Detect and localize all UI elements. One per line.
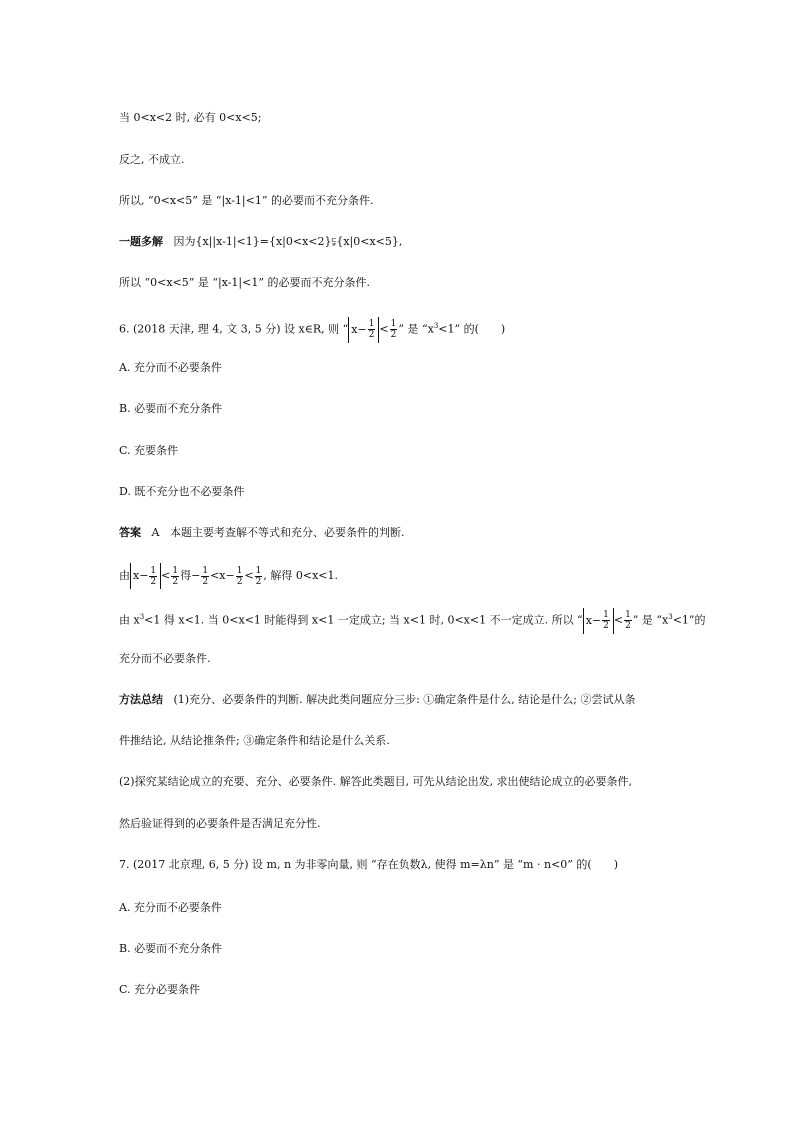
frac-den: 2 bbox=[390, 330, 397, 341]
q6-exponent: 3 bbox=[433, 322, 439, 330]
solution-line-4 bbox=[119, 235, 402, 249]
solution-line-1: 当 0<x<2 时, 必有 0<x<5; bbox=[119, 111, 262, 124]
method-summary-line-3: (2)探究某结论成立的充要、充分、必要条件. 解答此类题目, 可先从结论出发, 求出使结论成立的必要条件, bbox=[119, 775, 633, 788]
answer-text: 本题主要考查解不等式和充分、必要条件的判断. bbox=[169, 526, 405, 539]
a6-l3-post-b: <1”的 bbox=[672, 613, 706, 627]
abs-expression bbox=[348, 317, 379, 343]
multi-solution-label: 一题多解 bbox=[119, 235, 163, 248]
q7-option-c: C. 充分必要条件 bbox=[119, 983, 201, 996]
frac-num: 1 bbox=[150, 565, 157, 576]
frac-den: 2 bbox=[255, 576, 262, 587]
frac-den: 2 bbox=[236, 576, 243, 587]
abs-expression bbox=[130, 563, 161, 589]
method-summary-line-1 bbox=[119, 693, 635, 707]
fraction-half bbox=[171, 566, 179, 587]
fraction-half bbox=[201, 566, 209, 587]
frac-den: 2 bbox=[150, 576, 157, 587]
multi-solution-text: 因为{x||x-1|<1}={x|0<x<2}⫋{x|0<x<5}, bbox=[173, 235, 403, 248]
q6-option-c: C. 充要条件 bbox=[119, 444, 179, 457]
fraction-half-rhs bbox=[390, 319, 398, 340]
a6-post: , 解得 0<x<1. bbox=[263, 569, 339, 582]
q6-var: x− bbox=[351, 322, 367, 336]
frac-num: 1 bbox=[172, 565, 179, 576]
q6-lt: < bbox=[379, 322, 389, 336]
q7-option-b: B. 必要而不充分条件 bbox=[119, 942, 223, 955]
frac-den: 2 bbox=[172, 576, 179, 587]
a6-exponent: 3 bbox=[139, 613, 145, 621]
abs-expression bbox=[583, 608, 614, 634]
q6-suffix-a: ” 是 “x bbox=[398, 322, 434, 336]
a6-lt: < bbox=[161, 569, 171, 582]
q7-option-a: A. 充分而不必要条件 bbox=[119, 901, 222, 914]
answer-6-line-3 bbox=[119, 602, 706, 636]
q6-stem-prefix: 6. (2018 天津, 理 4, 文 3, 5 分) 设 x∈R, 则 “ bbox=[119, 322, 349, 336]
solution-line-3: 所以, “0<x<5” 是 “|x-1|<1” 的必要而不充分条件. bbox=[119, 194, 374, 207]
q6-suffix-b: <1” 的( ) bbox=[438, 322, 506, 336]
frac-den: 2 bbox=[368, 330, 375, 341]
answer-6-line-1 bbox=[119, 526, 404, 540]
fraction-half bbox=[149, 566, 157, 587]
method-summary-line-4: 然后验证得到的必要条件是否满足充分性. bbox=[119, 817, 321, 830]
fraction-half bbox=[368, 319, 376, 340]
q6-option-a: A. 充分而不必要条件 bbox=[119, 361, 222, 374]
frac-num: 1 bbox=[368, 319, 375, 330]
method-label: 方法总结 bbox=[119, 693, 163, 706]
a6-l2-pre: 由 bbox=[119, 569, 130, 582]
fraction-half bbox=[255, 566, 263, 587]
frac-den: 2 bbox=[202, 576, 209, 587]
answer-choice: A bbox=[151, 526, 160, 539]
fraction-half bbox=[602, 610, 610, 631]
frac-num: 1 bbox=[390, 319, 397, 330]
a6-l3-var: x− bbox=[585, 613, 602, 627]
method-summary-line-2: 件推结论, 从结论推条件; ③确定条件和结论是什么关系. bbox=[119, 734, 390, 747]
a6-l3-post-a: ” 是 “x bbox=[632, 613, 669, 627]
solution-line-5: 所以 “0<x<5” 是 “|x-1|<1” 的必要而不充分条件. bbox=[119, 276, 370, 289]
frac-num: 1 bbox=[603, 610, 609, 621]
a6-l3-lt: < bbox=[613, 613, 624, 627]
frac-num: 1 bbox=[202, 565, 209, 576]
answer-6-line-4: 充分而不必要条件. bbox=[119, 652, 211, 665]
frac-num: 1 bbox=[625, 610, 631, 621]
frac-den: 2 bbox=[603, 621, 609, 632]
frac-num: 1 bbox=[255, 565, 262, 576]
answer-label: 答案 bbox=[119, 526, 141, 539]
method-text-1a: (1)充分、必要条件的判断. 解决此类问题应分三步: ①确定条件是什么, 结论是什么; ②尝试从条 bbox=[173, 693, 636, 706]
a6-var: x− bbox=[133, 569, 149, 582]
a6-exponent-2: 3 bbox=[668, 613, 673, 621]
q6-option-b: B. 必要而不充分条件 bbox=[119, 402, 223, 415]
a6-mid-b: <x− bbox=[210, 569, 235, 582]
question-7-stem: 7. (2017 北京理, 6, 5 分) 设 m, n 为非零向量, 则 “存在负数λ, 使得 m=λn” 是 “m · n<0” 的( ) bbox=[119, 858, 618, 871]
a6-lt-2: < bbox=[244, 569, 254, 582]
frac-den: 2 bbox=[625, 621, 631, 632]
a6-l3-mid: <1 得 x<1. 当 0<x<1 时能得到 x<1 一定成立; 当 x<1 时, 0<x<1 不一定成立. 所以 “ bbox=[144, 613, 583, 627]
a6-mid-a: 得− bbox=[180, 569, 201, 582]
fraction-half bbox=[236, 566, 244, 587]
fraction-half bbox=[624, 610, 632, 631]
solution-line-2: 反之, 不成立. bbox=[119, 153, 185, 166]
frac-num: 1 bbox=[236, 565, 243, 576]
a6-l3-pre: 由 x bbox=[119, 613, 140, 627]
q6-option-d: D. 既不充分也不必要条件 bbox=[119, 485, 245, 498]
question-6-stem bbox=[119, 311, 505, 345]
answer-6-line-2 bbox=[119, 561, 338, 591]
